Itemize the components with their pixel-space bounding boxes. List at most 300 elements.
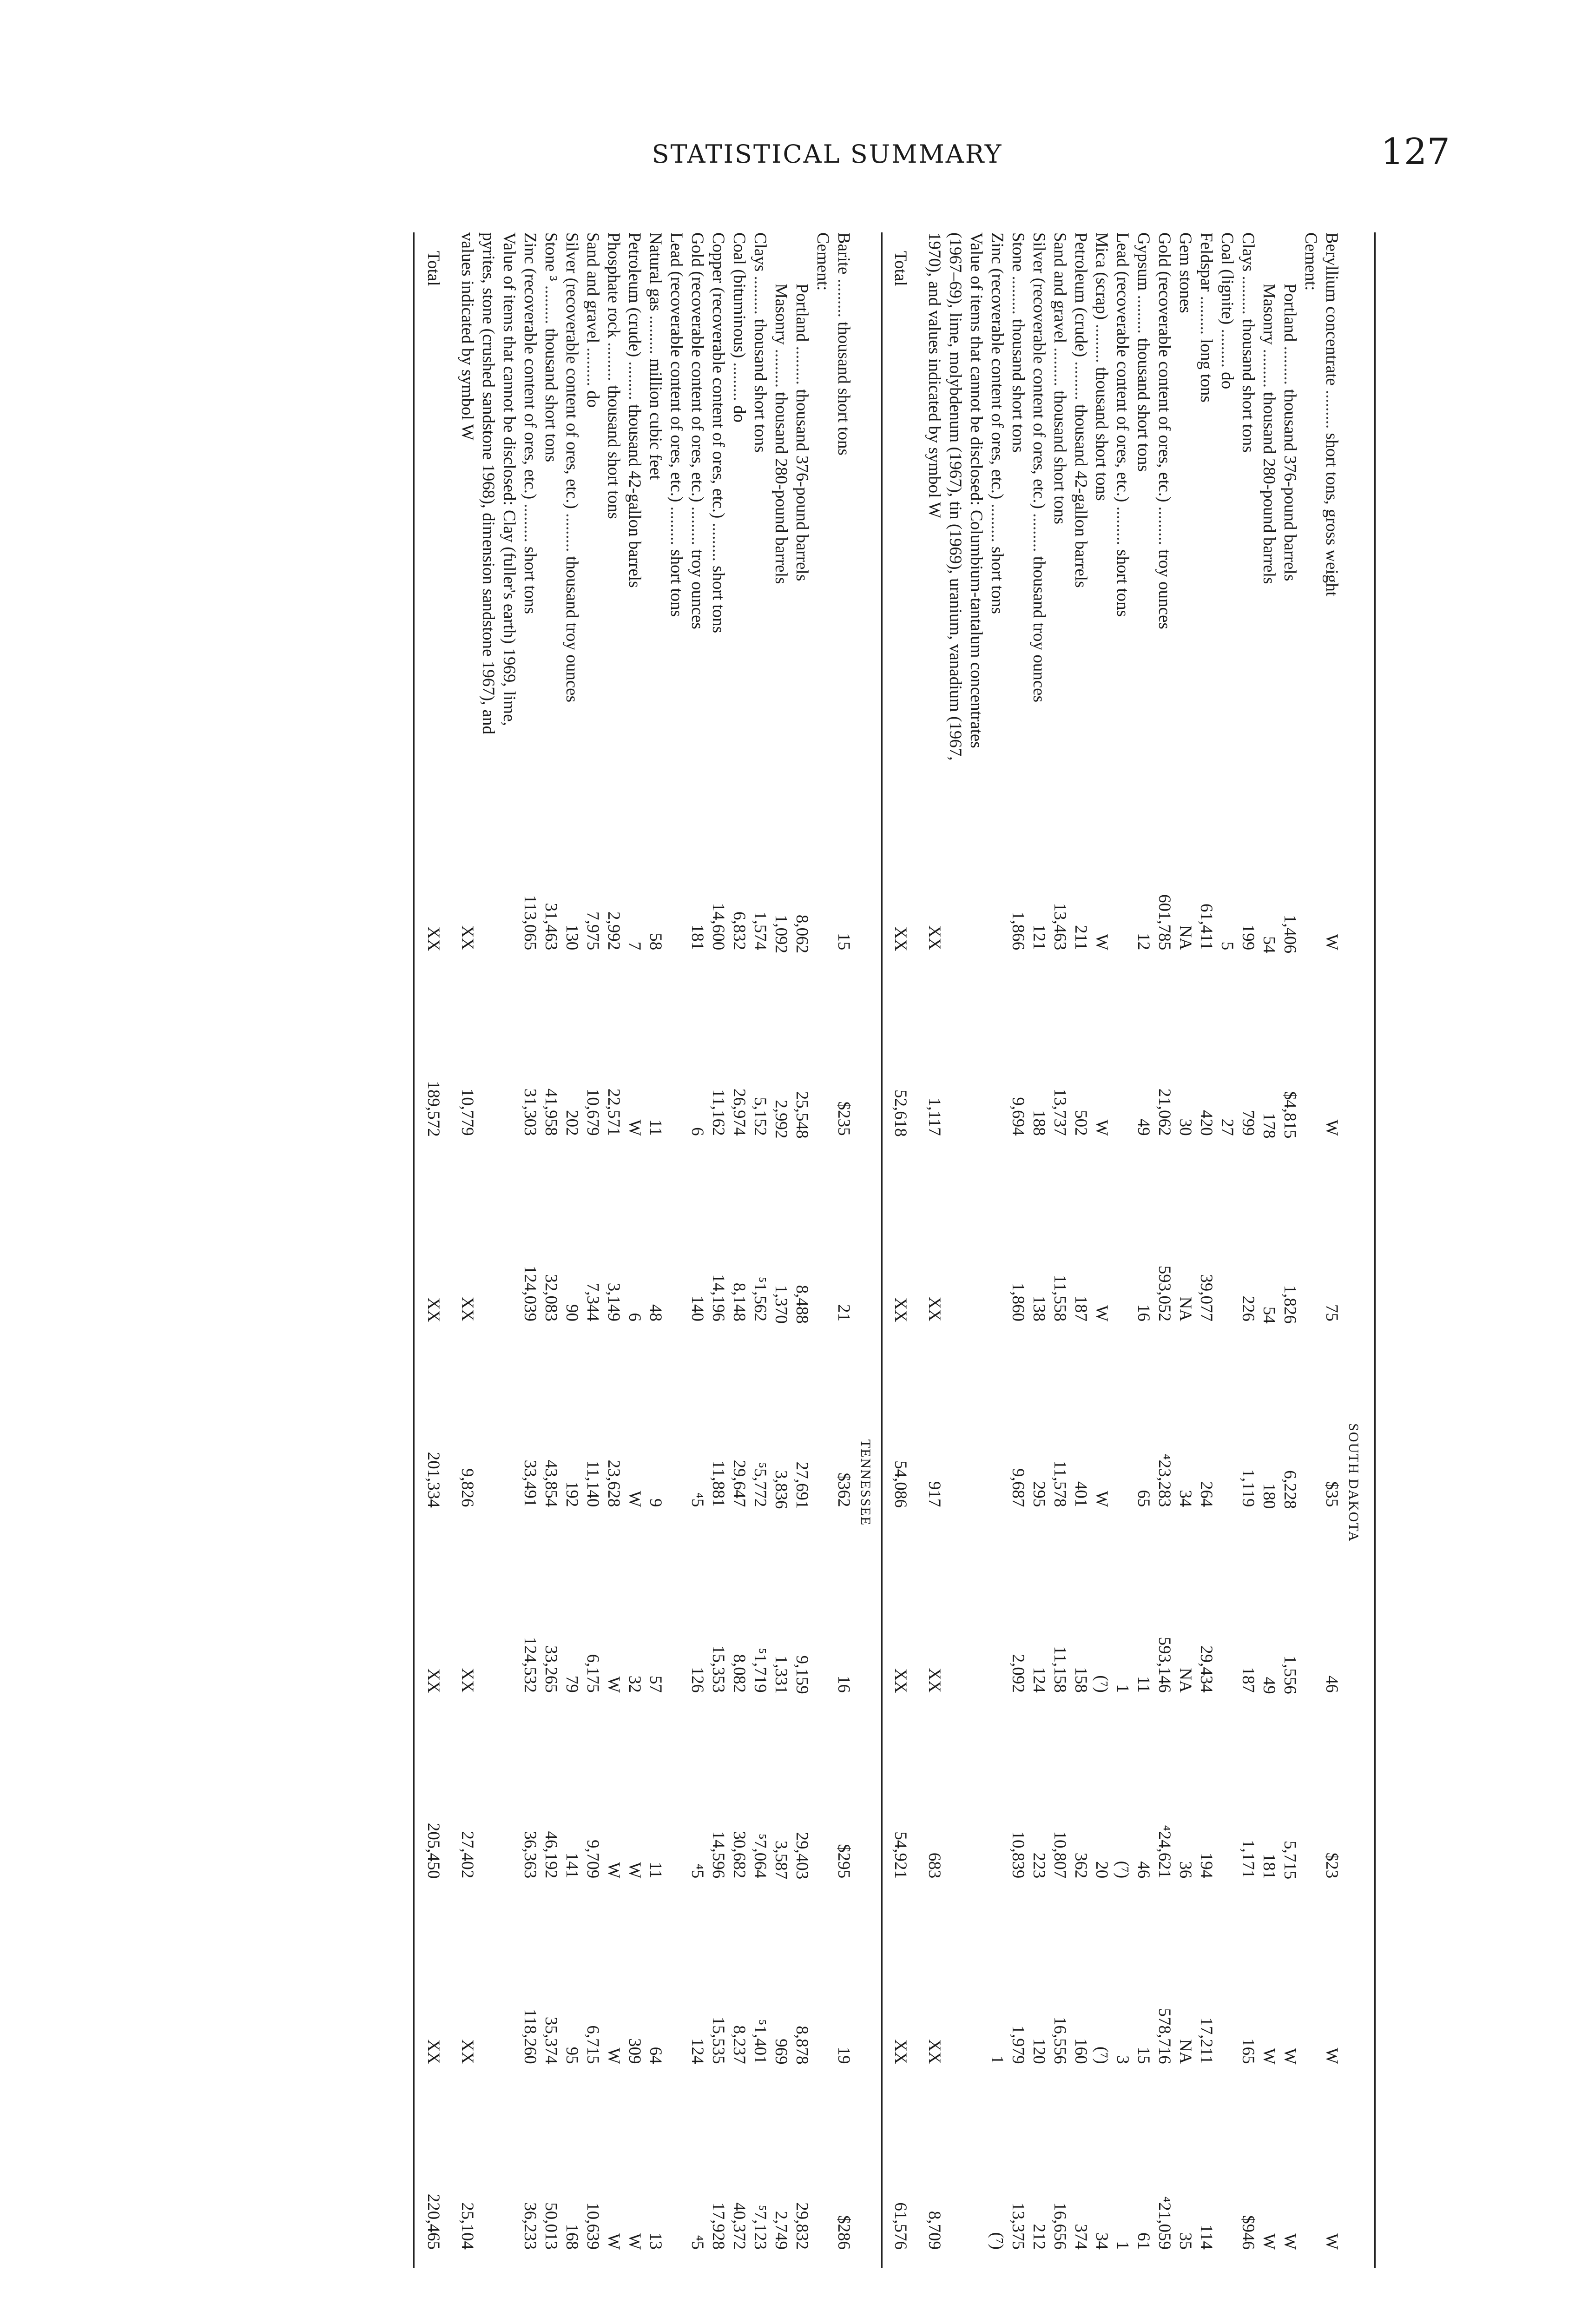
table-cell: ⁴24,621 [1155,1825,1174,1879]
row-label-text: Value of items that cannot be disclosed: Clay (fuller's earth) 1969, lime, pyrites, stone (crushed sandstone 1968), dimension sandstone 1967), and values indicated by symbol W [458,232,519,739]
table-cell: 212 [1029,2224,1048,2250]
table-cell: 8,082 [730,1654,749,1693]
table-cell: 30 [1176,1118,1195,1136]
leader-dots: ......... [688,502,707,550]
row-unit: long tons [1197,339,1216,403]
table-row [771,232,791,2268]
table-cell: 502 [1071,1110,1090,1136]
table-cell: 25,104 [458,2202,477,2250]
total-cell: XX [424,1668,443,1693]
table-cell: 420 [1197,1110,1216,1136]
table-cell: 969 [771,2039,791,2065]
row-label [687,232,708,783]
table-cell: W [1259,2233,1279,2250]
table-cell: 29,647 [730,1459,749,1507]
table-cell: 181 [688,924,707,951]
table-row [1196,232,1217,2268]
table-cell: XX [925,1296,944,1322]
table-row [1008,232,1028,2268]
row-unit: do [583,390,602,408]
row-label [771,232,791,787]
table-cell: 799 [1239,1110,1258,1136]
table-cell: 35 [1176,2232,1195,2250]
table-cell: 683 [925,1852,944,1879]
row-label [624,232,645,783]
leader-dots: ......... [771,344,791,392]
table-cell: 64 [646,2047,665,2064]
table-cell: NA [1176,1296,1195,1322]
table-row [1259,232,1279,2268]
table-cell: 6,175 [583,1654,602,1693]
table-cell: 295 [1029,1481,1048,1507]
table-cell: 61 [1134,2232,1153,2250]
table-cell: ⁴23,283 [1155,1453,1174,1507]
table-row [1133,232,1154,2268]
leader-dots: ......... [1113,502,1132,550]
total-cell: XX [891,926,910,951]
table-cell: 165 [1239,2038,1258,2064]
table-cell: 9,709 [583,1839,602,1879]
table-cell: 158 [1071,1667,1090,1693]
leader-dots: ......... [730,358,749,406]
table-cell: 168 [562,2224,581,2250]
table-cell: 31,463 [541,903,560,951]
table-cell: 1,574 [751,911,770,951]
table-cell: 40,372 [730,2202,749,2250]
table-cell: 7,975 [583,911,602,951]
total-cell: 189,572 [424,1081,443,1137]
table-cell: 50,013 [541,2202,560,2250]
section-rule [413,232,415,2268]
table-cell: 199 [1239,924,1258,951]
row-unit: short tons [667,549,686,617]
table-cell: ⁵5,772 [751,1462,770,1507]
leader-dots: ......... [625,357,644,404]
row-label [1238,232,1259,783]
table-cell: NA [1176,2039,1195,2064]
table-cell: 8,148 [730,1282,749,1322]
table-cell: 1,331 [771,1655,791,1694]
table-row [1279,232,1300,2268]
table-row [987,232,1008,2268]
table-cell: 11,881 [709,1460,728,1507]
table-cell: 6 [625,1313,644,1322]
table-cell: 6,228 [1280,1470,1299,1509]
table-cell: 1,370 [771,1285,791,1324]
leader-dots: ......... [583,343,602,391]
row-label-text: Cement: [1301,232,1320,291]
table-cell: 1 [988,2055,1007,2064]
table-row [1091,232,1112,2268]
table-cell: 41,958 [541,1088,560,1136]
total-cell: 54,921 [891,1831,910,1879]
table-cell: 49 [1134,1118,1153,1136]
table-row [1154,232,1175,2268]
table-cell: 3 [1113,2055,1132,2064]
row-unit: thousand short tons [541,328,560,462]
table-row [1217,232,1238,2268]
table-top-rule [1374,232,1376,2268]
leader-dots: ......... [709,518,728,566]
table-cell: W [1092,1119,1111,1136]
table-row [833,232,854,2268]
table-cell: 35,374 [541,2016,560,2064]
row-label-text: Petroleum (crude) [1071,232,1090,357]
row-unit: short tons [521,546,540,614]
table-cell: 46 [1322,1675,1341,1693]
table-row [812,232,833,2268]
table-cell: 54 [1259,936,1279,954]
table-cell: 49 [1259,1677,1279,1694]
table-row [582,232,603,2268]
row-label-text: Silver (recoverable content of ores, etc.) [1029,232,1048,509]
table-cell: 124,039 [521,1265,540,1322]
table-cell: XX [458,1668,477,1693]
table-cell: 34 [1176,1490,1195,1507]
table-cell: 1,860 [1009,1282,1028,1322]
total-label-text: Total [424,251,443,286]
row-label-text: Copper (recoverable content of ores, etc.) [709,232,728,519]
table-cell: 1,866 [1009,911,1028,951]
table-cell: 32 [625,1675,644,1693]
row-label [1133,232,1154,783]
table-cell: 401 [1071,1481,1090,1507]
table-cell: XX [458,2039,477,2064]
table-cell: 264 [1197,1481,1216,1507]
row-label-text: Stone ³ [541,232,560,281]
table-cell: 10,639 [583,2202,602,2250]
total-row [423,232,444,2268]
table-cell: 29,434 [1197,1645,1216,1693]
table-cell: W [1259,2048,1279,2065]
table-cell: 54 [1259,1306,1279,1324]
table-cell: 21,062 [1155,1088,1174,1136]
table-cell: W [1092,1491,1111,1507]
row-label-text: Gold (recoverable content of ores, etc.) [688,232,707,502]
table-cell: 43,854 [541,1459,560,1507]
table-row [624,232,645,2268]
total-cell: 205,450 [424,1822,443,1879]
total-label [890,232,911,785]
table-cell: 192 [562,1481,581,1507]
row-unit: thousand troy ounces [562,556,581,703]
table-cell: 17,211 [1197,2017,1216,2064]
row-label-text: Silver (recoverable content of ores, etc.) [562,232,581,509]
table-cell: 7 [625,941,644,951]
table-cell: 1,979 [1009,2025,1028,2064]
row-label-text: Zinc (recoverable content of ores, etc.) [988,232,1007,500]
table-row [666,232,687,2268]
table-cell: 124 [1029,1667,1048,1693]
table-cell: XX [458,925,477,951]
table-cell: 36,363 [521,1831,540,1879]
table-cell: 11 [646,1862,665,1879]
table-cell: 15,535 [709,2016,728,2064]
row-label [708,232,729,783]
table-cell: 1,092 [771,914,791,954]
row-unit: million cubic feet [646,358,665,480]
table-cell: 46,192 [541,1831,560,1879]
row-label [1091,232,1112,783]
row-label [1259,232,1279,787]
row-unit: do [730,405,749,423]
table-row [1112,232,1133,2268]
table-cell: W [1092,1305,1111,1322]
table-cell: 1,406 [1280,914,1299,954]
table-cell: 13 [646,2232,665,2250]
row-label-text: Mica (scrap) [1092,232,1111,320]
table-cell: 13,463 [1050,903,1069,951]
row-unit: thousand short tons [1092,367,1111,501]
row-label-text: Clays [751,232,770,272]
row-label [833,232,854,783]
leader-dots: ......... [988,499,1007,547]
leader-dots: ......... [1155,502,1174,550]
table-cell: 10,779 [458,1088,477,1136]
table-cell: 33,265 [541,1645,560,1693]
table-cell: 29,832 [792,2202,811,2250]
table-cell: 9,159 [792,1655,811,1694]
table-cell: 5 [1218,941,1237,951]
row-unit: thousand 42-gallon barrels [625,404,644,588]
table-row [750,232,771,2268]
table-cell: 11,162 [709,1089,728,1136]
table-cell: 1 [1113,1684,1132,1693]
table-cell: 187 [1071,1295,1090,1322]
table-cell: 1,826 [1280,1285,1299,1324]
table-cell: 578,716 [1155,2008,1174,2064]
row-unit: thousand short tons [1239,319,1258,453]
row-label-text: Barite [834,232,853,275]
table-cell: XX [925,925,944,951]
table-cell: 8,488 [792,1285,811,1324]
table-cell: 2,749 [771,2211,791,2250]
table-cell: 2,992 [771,1100,791,1139]
table-cell: 12 [1134,933,1153,951]
leader-dots: ......... [541,281,560,329]
row-unit: thousand 376-pound barrels [1280,389,1299,581]
table-row [729,232,750,2268]
table-cell: 15 [1134,2047,1153,2064]
row-unit: thousand short tons [604,385,623,519]
leader-dots: ......... [562,508,581,556]
row-label-text: Portland [1280,284,1299,342]
table-cell: 34 [1092,2232,1111,2250]
running-title: STATISTICAL SUMMARY [652,139,1003,169]
row-label [812,232,833,783]
table-cell: ⁴21,059 [1155,2196,1174,2250]
row-label-text: Lead (recoverable content of ores, etc.) [667,232,686,502]
total-cell: 220,465 [424,2193,443,2250]
total-cell: XX [891,1297,910,1322]
row-label-text: Value of items that cannot be disclosed: Columbium-tantalum concentrates (1967–69), lime, molybdenum (1967), tin (1969), uranium, vanadium (1967, 1970), and values indicated by symbol W [925,232,986,765]
table-row [1321,232,1342,2268]
table-cell: 11,578 [1050,1460,1069,1507]
row-label [520,232,541,783]
row-unit: thousand 42-gallon barrels [1071,404,1090,588]
table-cell: 36 [1176,1861,1195,1879]
table-cell: (⁷) [1113,1861,1132,1879]
table-cell: 3,836 [771,1470,791,1509]
table-row [1175,232,1196,2268]
table-cell: ⁵1,719 [751,1648,770,1693]
table-cell: 11,158 [1050,1646,1069,1693]
table-row [687,232,708,2268]
table-cell: 21 [834,1304,853,1322]
table-cell: 917 [925,1481,944,1507]
table-cell: 202 [562,1110,581,1136]
statistical-table [413,232,1376,2268]
table-cell: 36,233 [521,2202,540,2250]
table-cell: 16,656 [1050,2202,1069,2250]
total-cell: 54,086 [891,1460,910,1508]
table-cell: ⁴5 [688,1492,707,1507]
row-unit: do [1218,372,1237,390]
table-cell: 7,344 [583,1282,602,1322]
row-label [924,232,987,783]
table-cell: 20 [1092,1861,1111,1879]
table-cell: 27,402 [458,1831,477,1879]
row-unit: troy ounces [688,549,707,629]
rotated-table-container [149,232,1376,2268]
row-unit: thousand troy ounces [1029,556,1048,703]
table-cell: 226 [1239,1295,1258,1322]
table-cell: XX [925,2039,944,2064]
table-cell: W [625,1862,644,1879]
table-cell: $362 [834,1472,853,1507]
table-row [1028,232,1049,2268]
table-cell: 2,092 [1009,1654,1028,1693]
row-label-text: Feldspar [1197,232,1216,292]
table-cell: 10,679 [583,1088,602,1136]
table-cell: $946 [1239,2215,1258,2250]
table-cell: 6 [688,1127,707,1136]
leader-dots: ......... [1259,344,1279,392]
total-row [890,232,911,2268]
section-rule [881,232,883,2268]
table-cell: 48 [646,1304,665,1322]
row-unit: thousand 376-pound barrels [792,389,811,581]
row-unit: short tons [988,546,1007,614]
table-cell: 13,737 [1050,1088,1069,1136]
table-cell: ⁵1,401 [751,2019,770,2064]
leader-dots: ......... [604,338,623,385]
page-number: 127 [1381,131,1450,173]
table-cell: 1,556 [1280,1655,1299,1694]
row-label-text: Sand and gravel [583,232,602,343]
leader-dots: ......... [667,502,686,550]
table-cell: 5,152 [751,1097,770,1136]
table-row [924,232,987,2268]
table-cell: 160 [1071,2038,1090,2064]
row-label [1321,232,1342,783]
row-label [729,232,750,783]
table-cell: $286 [834,2215,853,2250]
leader-dots: ......... [1197,291,1216,339]
row-label-text: Coal (lignite) [1218,232,1237,325]
table-cell: 223 [1029,1852,1048,1879]
table-cell: W [1322,2047,1341,2064]
row-unit: thousand short tons [1009,319,1028,453]
row-label [1175,232,1196,783]
table-cell: 25,548 [792,1091,811,1139]
table-row [603,232,624,2268]
table-cell: 593,146 [1155,1637,1174,1693]
table-cell: 180 [1259,1483,1279,1509]
row-unit: thousand short tons [1050,390,1069,524]
row-label-text: Masonry [771,284,791,345]
table-cell: 3,149 [604,1282,623,1322]
table-row [520,232,541,2268]
table-cell: 9 [646,1498,665,1507]
table-cell: 10,807 [1050,1831,1069,1879]
table-cell: 124 [688,2038,707,2064]
table-cell: 30,682 [730,1831,749,1879]
leader-dots: ......... [1134,290,1153,338]
table-cell: W [1280,2233,1299,2250]
row-label [1112,232,1133,783]
table-cell: $295 [834,1844,853,1879]
table-cell: W [604,2233,623,2250]
table-cell: 114 [1197,2224,1216,2250]
table-cell: 11 [1134,1676,1153,1693]
table-cell: 601,785 [1155,894,1174,951]
table-cell: 27 [1218,1118,1237,1136]
table-cell: 187 [1239,1667,1258,1693]
total-cell: XX [424,926,443,951]
row-label-text: Gold (recoverable content of ores, etc.) [1155,232,1174,502]
table-cell: 26,974 [730,1088,749,1136]
table-cell: 126 [688,1667,707,1693]
table-cell: 1,117 [925,1097,944,1136]
table-cell: 362 [1071,1852,1090,1879]
table-cell: 22,571 [604,1088,623,1136]
table-cell: W [1322,2233,1341,2250]
table-cell: 17,928 [709,2202,728,2250]
row-label [561,232,582,783]
table-cell: 194 [1197,1852,1216,1879]
table-cell: 14,596 [709,1831,728,1879]
row-label-text: Lead (recoverable content of ores, etc.) [1113,232,1132,502]
row-label-text: Gypsum [1134,232,1153,291]
total-cell: XX [891,2039,910,2064]
table-cell: 57 [646,1675,665,1693]
table-cell: W [1280,2048,1299,2065]
table-cell: 13,375 [1009,2202,1028,2250]
row-label-text: Portland [792,284,811,342]
table-row [1300,232,1321,2268]
row-label [1279,232,1300,787]
table-cell: W [625,1119,644,1136]
table-cell: 31,303 [521,1088,540,1136]
row-label [1217,232,1238,783]
row-label-text: Gem stones [1176,232,1195,313]
table-cell: 9,694 [1009,1097,1028,1136]
row-label [1196,232,1217,783]
table-cell: ⁴5 [688,1863,707,1879]
table-row [1049,232,1070,2268]
table-cell: 8,878 [792,2026,811,2065]
table-row [708,232,729,2268]
table-cell: 2,992 [604,911,623,951]
leader-dots: ......... [1239,271,1258,319]
table-cell: 23,628 [604,1459,623,1507]
row-unit: thousand 280-pound barrels [771,392,791,584]
total-cell: XX [424,2039,443,2064]
table-cell: 27,691 [792,1461,811,1509]
total-label-text: Total [891,251,910,286]
leader-dots: ......... [792,342,811,390]
